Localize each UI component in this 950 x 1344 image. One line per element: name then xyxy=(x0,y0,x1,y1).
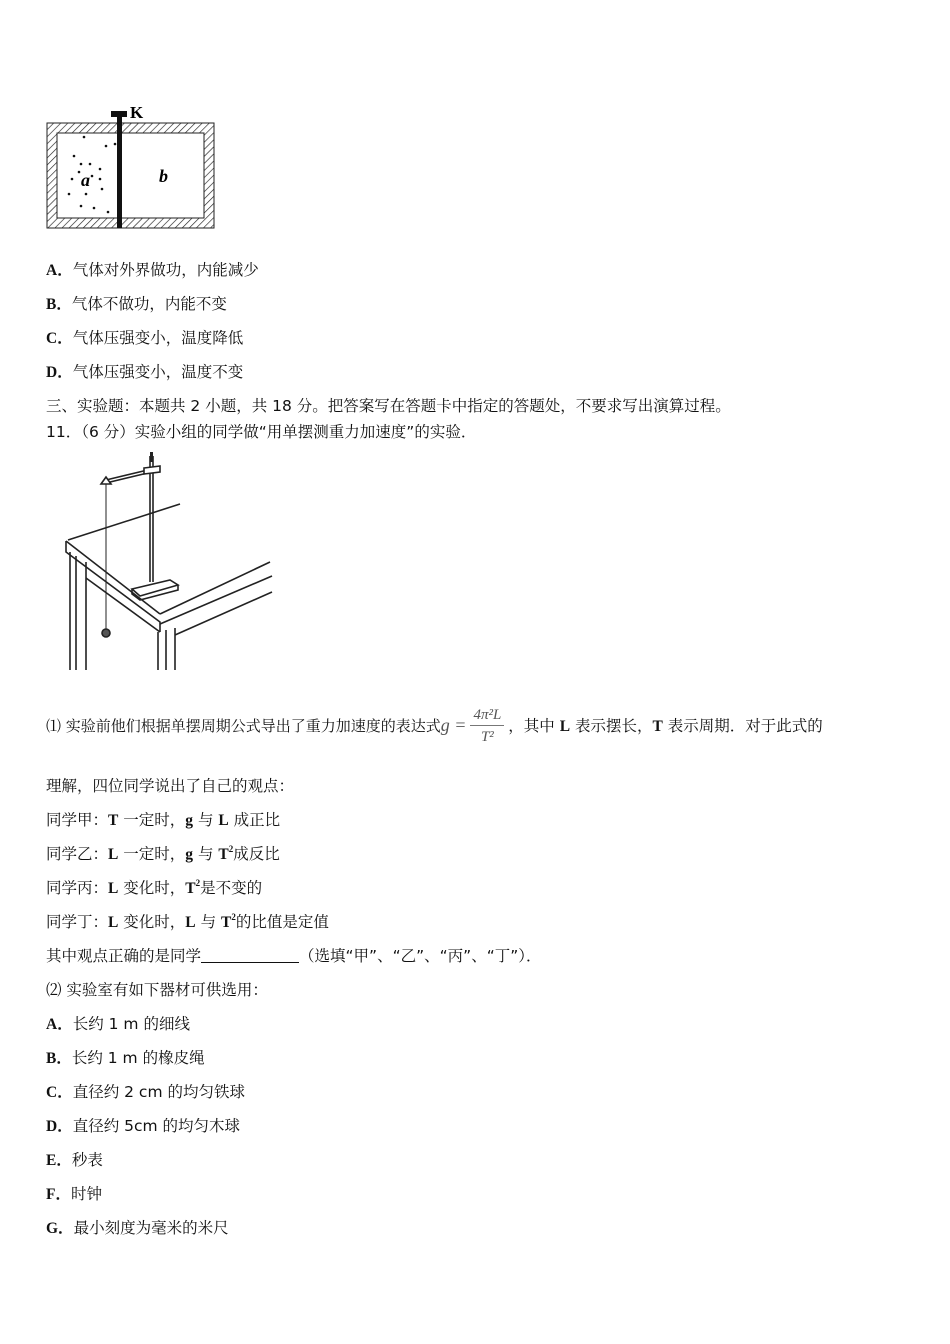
label-a: a xyxy=(81,170,90,190)
label-b: b xyxy=(159,166,168,186)
equipment-a: A．长约 1 m 的细线 xyxy=(46,1015,190,1033)
q10-option-c: C．气体压强变小，温度降低 xyxy=(46,329,244,347)
equipment-c: C．直径约 2 cm 的均匀铁球 xyxy=(46,1083,245,1101)
label-k: K xyxy=(130,104,144,122)
answer-blank[interactable] xyxy=(201,948,299,963)
equipment-e: E．秒表 xyxy=(46,1151,103,1169)
pendulum-figure xyxy=(60,452,280,674)
part1-line: ⑴ 实验前他们根据单摆周期公式导出了重力加速度的表达式g = $\frac{\text{4π²L}}{\text{T²}}$ ，其中 L 表示摆长，T 表示周期．对于此式的 xyxy=(46,702,823,748)
student-yi: 同学乙：L 一定时，g 与 $T^2$成反比 xyxy=(46,844,280,863)
student-jia: 同学甲：T 一定时，g 与 L 成正比 xyxy=(46,811,281,829)
formula-fraction: $\frac{\text{4π²L}}{\text{T²}}$ xyxy=(470,705,504,748)
container-figure xyxy=(44,104,219,234)
equipment-d: D．直径约 5cm 的均匀木球 xyxy=(46,1117,241,1135)
equipment-b: B．长约 1 m 的橡皮绳 xyxy=(46,1049,205,1067)
equipment-g: G．最小刻度为毫米的米尺 xyxy=(46,1219,229,1237)
part1-line2: 理解，四位同学说出了自己的观点： xyxy=(46,777,295,795)
answer-line: 其中观点正确的是同学 （选填“甲”、“乙”、“丙”、“丁”）． xyxy=(46,947,542,965)
q10-option-a: A．气体对外界做功，内能减少 xyxy=(46,261,259,279)
section-heading: 三、实验题：本题共 2 小题，共 18 分。把答案写在答题卡中指定的答题处，不要求写出演算过程。 xyxy=(46,397,731,415)
student-bing: 同学丙：L 变化时，$T^2$是不变的 xyxy=(46,878,263,897)
q11-title: 11．（6 分）实验小组的同学做“用单摆测重力加速度”的实验． xyxy=(46,423,477,441)
equipment-f: F．时钟 xyxy=(46,1185,102,1203)
formula-lhs: g = xyxy=(440,715,467,735)
q10-option-d: D．气体压强变小，温度不变 xyxy=(46,363,244,381)
student-ding: 同学丁：L 变化时，L 与 $T^2$的比值是定值 xyxy=(46,912,329,931)
q10-option-b: B．气体不做功，内能不变 xyxy=(46,295,227,313)
part2-line: ⑵ 实验室有如下器材可供选用： xyxy=(46,981,268,999)
